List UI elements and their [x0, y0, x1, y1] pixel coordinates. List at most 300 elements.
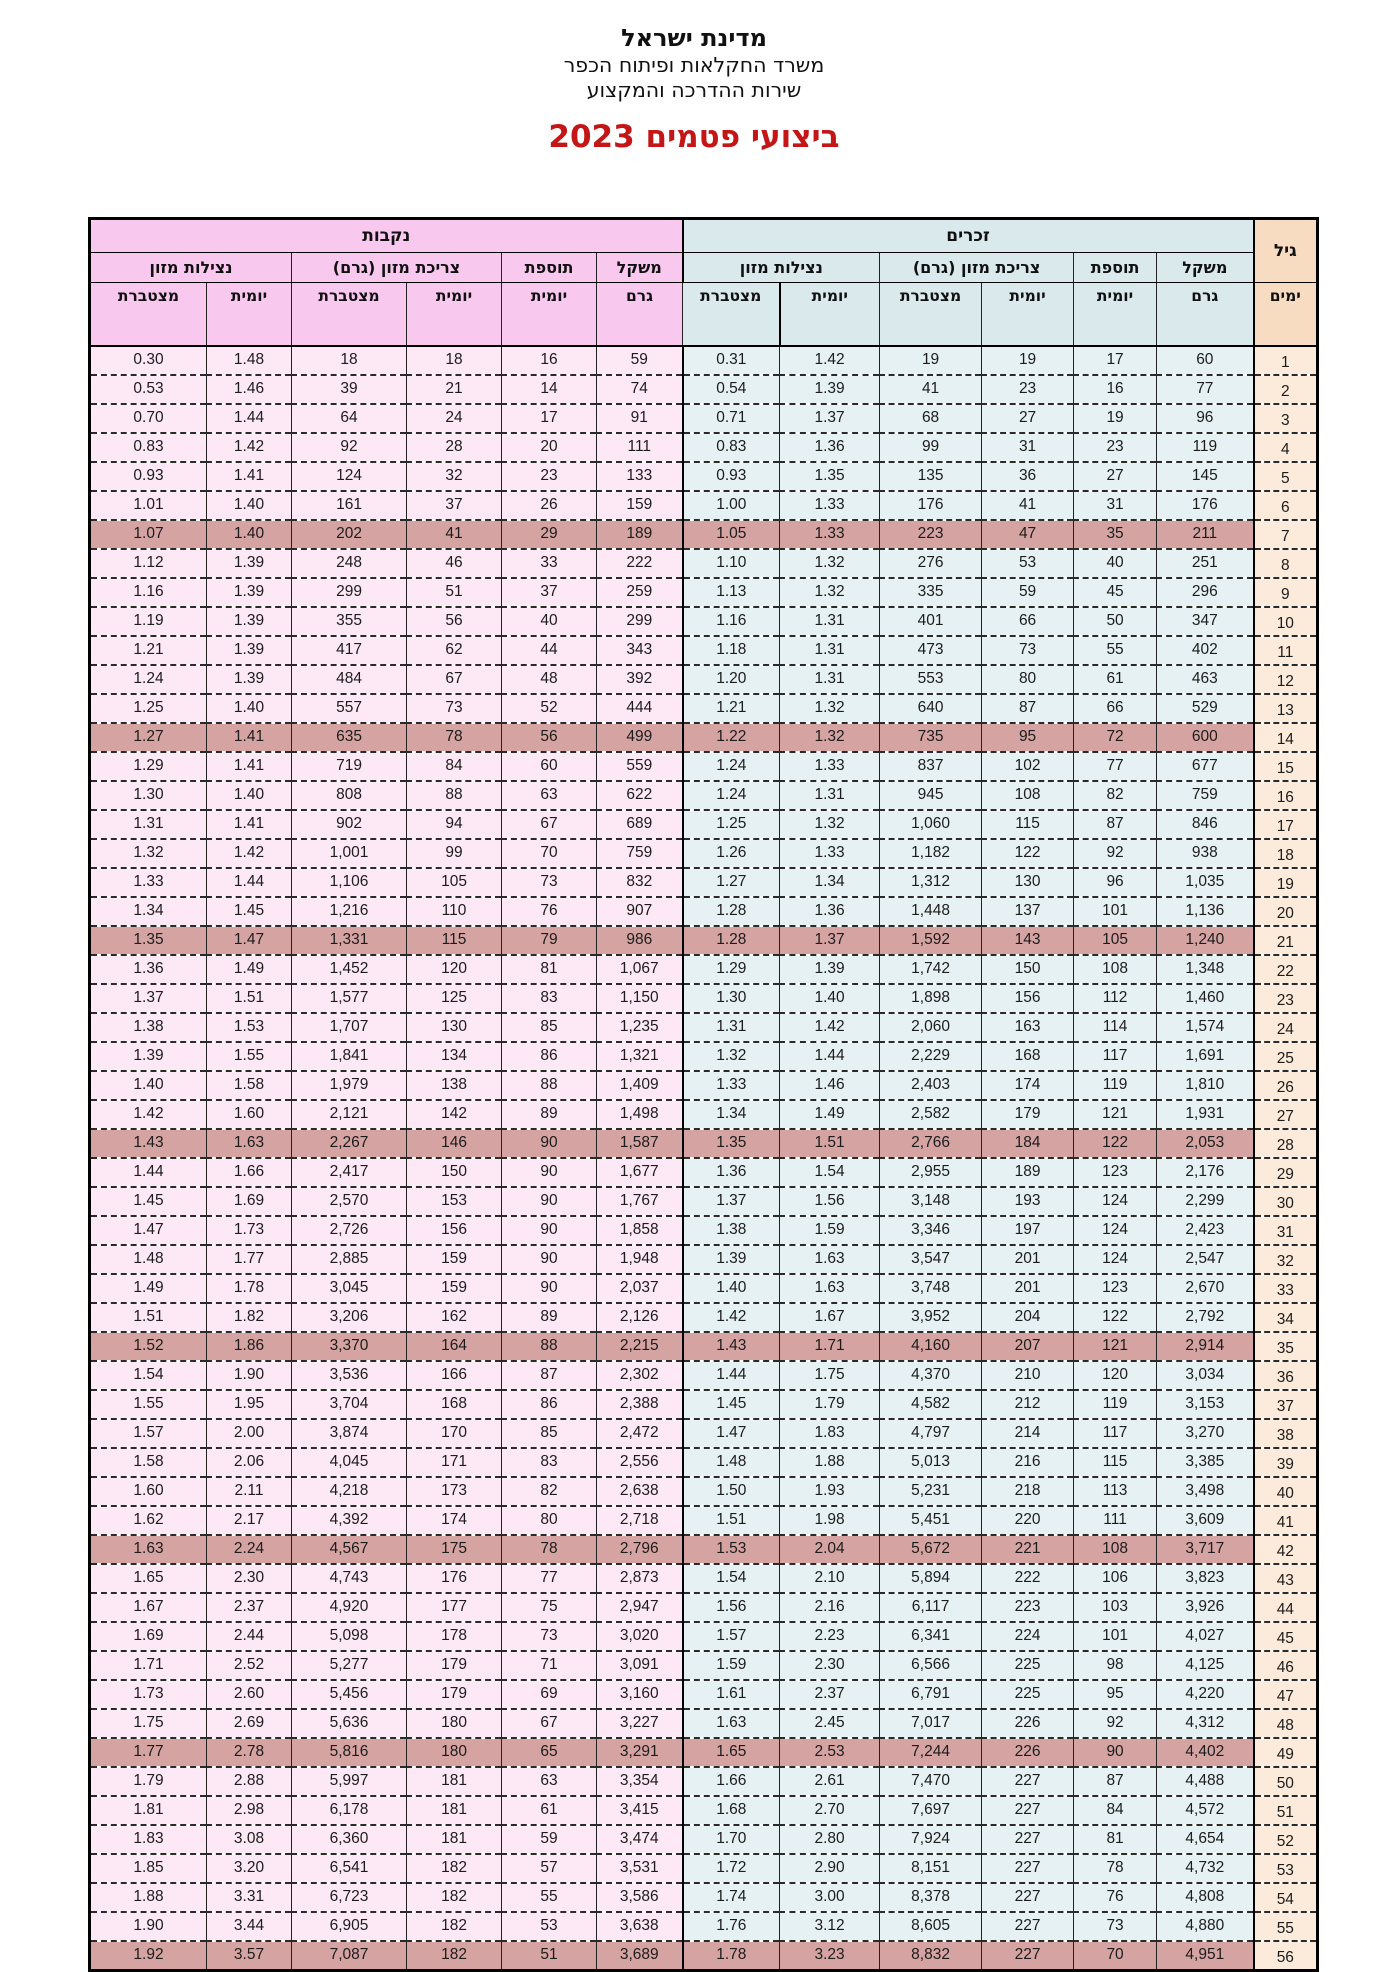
female-feed-cum-cell: 4,920 [292, 1593, 407, 1622]
female-fcr-daily-cell: 1.45 [207, 897, 292, 926]
female-gain-daily-cell: 83 [502, 1448, 597, 1477]
male-fcr-daily-cell: 1.56 [780, 1187, 880, 1216]
female-feed-daily-cell: 159 [407, 1245, 502, 1274]
male-fcr-daily-cell: 1.54 [780, 1158, 880, 1187]
age-cell: 12 [1254, 665, 1318, 694]
female-feed-daily-cell: 120 [407, 955, 502, 984]
female-feed-daily-cell: 41 [407, 520, 502, 549]
age-cell: 3 [1254, 404, 1318, 433]
female-feed-daily-cell: 24 [407, 404, 502, 433]
female-feed-daily-cell: 182 [407, 1912, 502, 1941]
female-fcr-cum-cell: 1.79 [90, 1767, 207, 1796]
female-feed-cum-cell: 18 [292, 346, 407, 375]
male-fcr-daily-cell: 1.39 [780, 955, 880, 984]
age-cell: 55 [1254, 1912, 1318, 1941]
female-fcr-cum-cell: 1.44 [90, 1158, 207, 1187]
male-fcr-cum-cell: 1.28 [683, 897, 780, 926]
male-fcr-cum-cell: 1.44 [683, 1361, 780, 1390]
female-feed-cum-cell: 6,178 [292, 1796, 407, 1825]
age-cell: 54 [1254, 1883, 1318, 1912]
male-feed-cum-cell: 99 [880, 433, 982, 462]
male-feed-daily-cell: 227 [982, 1825, 1074, 1854]
female-fcr-cum-cell: 1.33 [90, 868, 207, 897]
male-feed-daily-cell: 222 [982, 1564, 1074, 1593]
male-feed-daily-cell: 47 [982, 520, 1074, 549]
male-weight-cell: 2,547 [1157, 1245, 1254, 1274]
male-feed-daily-cell: 227 [982, 1767, 1074, 1796]
female-gain-daily-cell: 89 [502, 1303, 597, 1332]
male-weight-cell: 4,732 [1157, 1854, 1254, 1883]
female-weight-cell: 3,291 [597, 1738, 683, 1767]
male-fcr-cum-cell: 1.18 [683, 636, 780, 665]
male-fcr-cum-cell: 1.20 [683, 665, 780, 694]
female-weight-cell: 3,227 [597, 1709, 683, 1738]
age-cell: 38 [1254, 1419, 1318, 1448]
female-feed-label: צריכת מזון (גרם) [292, 252, 502, 282]
female-fcr-cum-cell: 1.60 [90, 1477, 207, 1506]
table-row-day-10 [90, 607, 1318, 636]
male-gain-daily-cell: 92 [1074, 839, 1157, 868]
male-feed-cum-cell: 3,952 [880, 1303, 982, 1332]
male-gain-daily-cell: 101 [1074, 897, 1157, 926]
male-fcr-daily-cell: 1.31 [780, 781, 880, 810]
male-fcr-cum-cell: 1.31 [683, 1013, 780, 1042]
male-fcr-cum-cell: 1.26 [683, 839, 780, 868]
female-weight-cell: 1,150 [597, 984, 683, 1013]
table-row-day-45 [90, 1622, 1318, 1651]
male-gain-daily-cell: 112 [1074, 984, 1157, 1013]
male-fcr-daily-cell: 1.37 [780, 404, 880, 433]
male-feed-daily-cell: 53 [982, 549, 1074, 578]
male-fcr-daily-cell: 1.31 [780, 636, 880, 665]
table-row-day-50 [90, 1767, 1318, 1796]
male-weight-cell: 3,153 [1157, 1390, 1254, 1419]
female-feed-cum-cell: 1,577 [292, 984, 407, 1013]
male-feed-daily-cell: 95 [982, 723, 1074, 752]
age-cell: 29 [1254, 1158, 1318, 1187]
male-weight-cell: 119 [1157, 433, 1254, 462]
male-gain-daily-cell: 111 [1074, 1506, 1157, 1535]
female-fcr-daily-cell: 2.17 [207, 1506, 292, 1535]
female-fcr-daily-cell: 1.41 [207, 462, 292, 491]
female-feed-cum-cell: 2,417 [292, 1158, 407, 1187]
male-weight-cell: 4,488 [1157, 1767, 1254, 1796]
male-weight-cell: 1,136 [1157, 897, 1254, 926]
female-fcr-daily-cell: 1.69 [207, 1187, 292, 1216]
female-gain-daily-cell: 61 [502, 1796, 597, 1825]
male-fcr-daily-cell: 2.90 [780, 1854, 880, 1883]
female-feed-daily-cell: 28 [407, 433, 502, 462]
male-feed-cum-cell: 1,592 [880, 926, 982, 955]
male-feed-cum-cell: 401 [880, 607, 982, 636]
female-weight-cell: 222 [597, 549, 683, 578]
female-fcr-daily-cell: 1.90 [207, 1361, 292, 1390]
age-cell: 50 [1254, 1767, 1318, 1796]
female-feed-cum-cell: 4,045 [292, 1448, 407, 1477]
female-fcr-daily-cell: 2.30 [207, 1564, 292, 1593]
male-gain-daily-cell: 27 [1074, 462, 1157, 491]
male-feed-cum-cell: 7,697 [880, 1796, 982, 1825]
female-fcr-daily-cell: 1.42 [207, 839, 292, 868]
male-fcr-daily-cell: 1.42 [780, 1013, 880, 1042]
male-feed-cum-cell: 8,151 [880, 1854, 982, 1883]
age-cell: 6 [1254, 491, 1318, 520]
male-fcr-daily-cell: 1.34 [780, 868, 880, 897]
female-feed-daily-cell: 166 [407, 1361, 502, 1390]
female-weight-cell: 3,689 [597, 1941, 683, 1971]
male-fcr-cum-cell: 0.54 [683, 375, 780, 404]
male-gain-daily-cell: 121 [1074, 1332, 1157, 1361]
male-fcr-daily-cell: 3.23 [780, 1941, 880, 1971]
female-fcr-cum-unit: מצטברת [90, 282, 207, 346]
female-weight-cell: 1,067 [597, 955, 683, 984]
female-gain-daily-cell: 75 [502, 1593, 597, 1622]
female-feed-daily-cell: 130 [407, 1013, 502, 1042]
age-cell: 8 [1254, 549, 1318, 578]
male-gain-daily-cell: 114 [1074, 1013, 1157, 1042]
male-fcr-daily-cell: 1.32 [780, 810, 880, 839]
female-gain-daily-cell: 56 [502, 723, 597, 752]
male-weight-cell: 1,810 [1157, 1071, 1254, 1100]
male-feed-daily-cell: 225 [982, 1651, 1074, 1680]
age-cell: 17 [1254, 810, 1318, 839]
age-cell: 45 [1254, 1622, 1318, 1651]
male-weight-cell: 2,423 [1157, 1216, 1254, 1245]
female-gain-daily-cell: 63 [502, 1767, 597, 1796]
female-gain-daily-cell: 26 [502, 491, 597, 520]
male-weight-cell: 846 [1157, 810, 1254, 839]
table-row-day-7 [90, 520, 1318, 549]
male-feed-cum-cell: 735 [880, 723, 982, 752]
age-cell: 23 [1254, 984, 1318, 1013]
female-fcr-cum-cell: 1.40 [90, 1071, 207, 1100]
female-gain-daily-cell: 87 [502, 1361, 597, 1390]
table-row-day-47 [90, 1680, 1318, 1709]
age-cell: 16 [1254, 781, 1318, 810]
table-row-day-22 [90, 955, 1318, 984]
female-feed-cum-cell: 4,392 [292, 1506, 407, 1535]
female-fcr-daily-cell: 1.95 [207, 1390, 292, 1419]
female-gain-daily-cell: 70 [502, 839, 597, 868]
org-service: שירות ההדרכה והמקצוע [586, 77, 802, 102]
male-feed-daily-cell: 204 [982, 1303, 1074, 1332]
female-feed-cum-cell: 5,997 [292, 1767, 407, 1796]
male-feed-daily-cell: 227 [982, 1912, 1074, 1941]
female-fcr-daily-cell: 2.52 [207, 1651, 292, 1680]
male-fcr-daily-cell: 1.37 [780, 926, 880, 955]
male-fcr-daily-cell: 2.37 [780, 1680, 880, 1709]
female-weight-cell: 1,498 [597, 1100, 683, 1129]
male-fcr-cum-cell: 1.40 [683, 1274, 780, 1303]
male-gain-daily-cell: 84 [1074, 1796, 1157, 1825]
female-fcr-cum-cell: 1.92 [90, 1941, 207, 1971]
female-weight-cell: 1,948 [597, 1245, 683, 1274]
table-row-day-2 [90, 375, 1318, 404]
female-fcr-cum-cell: 1.36 [90, 955, 207, 984]
male-gain-daily-cell: 87 [1074, 1767, 1157, 1796]
male-feed-cum-cell: 2,766 [880, 1129, 982, 1158]
female-feed-cum-cell: 6,723 [292, 1883, 407, 1912]
age-cell: 15 [1254, 752, 1318, 781]
female-fcr-daily-cell: 2.98 [207, 1796, 292, 1825]
female-fcr-cum-cell: 1.43 [90, 1129, 207, 1158]
female-fcr-cum-cell: 1.81 [90, 1796, 207, 1825]
age-cell: 2 [1254, 375, 1318, 404]
age-cell: 18 [1254, 839, 1318, 868]
male-weight-cell: 759 [1157, 781, 1254, 810]
male-weight-cell: 296 [1157, 578, 1254, 607]
male-feed-cum-cell: 1,182 [880, 839, 982, 868]
male-feed-cum-cell: 1,742 [880, 955, 982, 984]
male-feed-cum-cell: 7,244 [880, 1738, 982, 1767]
female-feed-cum-cell: 1,452 [292, 955, 407, 984]
male-fcr-cum-cell: 1.72 [683, 1854, 780, 1883]
table-row-day-4 [90, 433, 1318, 462]
age-cell: 44 [1254, 1593, 1318, 1622]
male-gain-daily-cell: 40 [1074, 549, 1157, 578]
female-feed-daily-cell: 67 [407, 665, 502, 694]
table-row-day-43 [90, 1564, 1318, 1593]
table-row-day-30 [90, 1187, 1318, 1216]
female-feed-cum-cell: 2,121 [292, 1100, 407, 1129]
male-gain-daily-cell: 122 [1074, 1303, 1157, 1332]
male-feed-daily-cell: 23 [982, 375, 1074, 404]
age-cell: 20 [1254, 897, 1318, 926]
table-row-day-49 [90, 1738, 1318, 1767]
female-fcr-cum-cell: 1.54 [90, 1361, 207, 1390]
male-feed-cum-cell: 4,582 [880, 1390, 982, 1419]
male-gain-daily-cell: 77 [1074, 752, 1157, 781]
table-row-day-18 [90, 839, 1318, 868]
male-fcr-cum-cell: 1.22 [683, 723, 780, 752]
female-feed-cum-cell: 417 [292, 636, 407, 665]
female-gain-daily-cell: 85 [502, 1013, 597, 1042]
male-feed-daily-cell: 227 [982, 1854, 1074, 1883]
table-row-day-36 [90, 1361, 1318, 1390]
male-feed-daily-cell: 137 [982, 897, 1074, 926]
male-gain-daily-cell: 122 [1074, 1129, 1157, 1158]
female-weight-cell: 159 [597, 491, 683, 520]
male-feed-cum-cell: 945 [880, 781, 982, 810]
female-gain-daily-cell: 14 [502, 375, 597, 404]
female-feed-cum-cell: 3,536 [292, 1361, 407, 1390]
male-fcr-cum-cell: 1.24 [683, 752, 780, 781]
male-fcr-cum-cell: 1.37 [683, 1187, 780, 1216]
female-feed-cum-cell: 2,885 [292, 1245, 407, 1274]
female-feed-daily-cell: 180 [407, 1738, 502, 1767]
male-weight-cell: 3,034 [1157, 1361, 1254, 1390]
female-feed-daily-cell: 142 [407, 1100, 502, 1129]
female-feed-daily-cell: 94 [407, 810, 502, 839]
female-weight-cell: 3,474 [597, 1825, 683, 1854]
female-fcr-daily-cell: 1.39 [207, 636, 292, 665]
male-fcr-daily-cell: 1.44 [780, 1042, 880, 1071]
male-gain-daily-cell: 55 [1074, 636, 1157, 665]
female-feed-cum-cell: 5,277 [292, 1651, 407, 1680]
table-row-day-6 [90, 491, 1318, 520]
female-weight-cell: 2,796 [597, 1535, 683, 1564]
male-weight-cell: 600 [1157, 723, 1254, 752]
female-gain-daily-cell: 88 [502, 1332, 597, 1361]
female-feed-cum-cell: 1,001 [292, 839, 407, 868]
male-gain-daily-cell: 120 [1074, 1361, 1157, 1390]
age-cell: 41 [1254, 1506, 1318, 1535]
age-cell: 5 [1254, 462, 1318, 491]
male-weight-cell: 251 [1157, 549, 1254, 578]
male-feed-daily-cell: 31 [982, 433, 1074, 462]
male-fcr-daily-cell: 1.31 [780, 607, 880, 636]
female-weight-cell: 2,215 [597, 1332, 683, 1361]
female-fcr-cum-cell: 1.52 [90, 1332, 207, 1361]
female-fcr-cum-cell: 1.83 [90, 1825, 207, 1854]
male-feed-daily-cell: 102 [982, 752, 1074, 781]
female-feed-cum-cell: 4,218 [292, 1477, 407, 1506]
female-feed-daily-cell: 182 [407, 1854, 502, 1883]
females-group-header: נקבות [90, 218, 683, 252]
male-fcr-daily-cell: 1.33 [780, 520, 880, 549]
age-cell: 1 [1254, 346, 1318, 375]
male-weight-cell: 1,035 [1157, 868, 1254, 897]
female-feed-daily-cell: 156 [407, 1216, 502, 1245]
female-weight-cell: 74 [597, 375, 683, 404]
male-weight-cell: 938 [1157, 839, 1254, 868]
male-gain-daily-cell: 31 [1074, 491, 1157, 520]
male-feed-daily-cell: 87 [982, 694, 1074, 723]
female-weight-cell: 3,531 [597, 1854, 683, 1883]
female-fcr-daily-cell: 2.37 [207, 1593, 292, 1622]
male-feed-cum-cell: 5,013 [880, 1448, 982, 1477]
female-gain-daily-cell: 55 [502, 1883, 597, 1912]
male-feed-cum-cell: 837 [880, 752, 982, 781]
male-gain-daily-cell: 103 [1074, 1593, 1157, 1622]
male-fcr-daily-cell: 1.39 [780, 375, 880, 404]
male-gain-daily-cell: 50 [1074, 607, 1157, 636]
female-weight-cell: 2,037 [597, 1274, 683, 1303]
male-gain-daily-cell: 95 [1074, 1680, 1157, 1709]
male-gain-daily-cell: 82 [1074, 781, 1157, 810]
male-feed-daily-cell: 197 [982, 1216, 1074, 1245]
broiler-performance-table [88, 217, 1319, 1972]
male-fcr-cum-cell: 1.53 [683, 1535, 780, 1564]
table-row-day-35 [90, 1332, 1318, 1361]
male-fcr-daily-cell: 1.33 [780, 491, 880, 520]
female-weight-label: משקל [597, 252, 683, 282]
female-fcr-daily-cell: 1.46 [207, 375, 292, 404]
male-fcr-daily-cell: 2.45 [780, 1709, 880, 1738]
female-weight-cell: 299 [597, 607, 683, 636]
female-fcr-daily-cell: 3.44 [207, 1912, 292, 1941]
male-weight-label: משקל [1157, 252, 1254, 282]
female-feed-cum-cell: 557 [292, 694, 407, 723]
female-feed-daily-cell: 56 [407, 607, 502, 636]
female-gain-daily-cell: 48 [502, 665, 597, 694]
female-gain-daily-cell: 81 [502, 955, 597, 984]
female-fcr-daily-cell: 3.08 [207, 1825, 292, 1854]
female-gain-daily-cell: 52 [502, 694, 597, 723]
female-feed-cum-cell: 902 [292, 810, 407, 839]
female-gain-daily-cell: 69 [502, 1680, 597, 1709]
male-fcr-cum-cell: 1.33 [683, 1071, 780, 1100]
male-feed-daily-cell: 193 [982, 1187, 1074, 1216]
female-fcr-cum-cell: 1.30 [90, 781, 207, 810]
female-fcr-cum-cell: 1.38 [90, 1013, 207, 1042]
female-fcr-daily-cell: 1.39 [207, 549, 292, 578]
female-weight-cell: 689 [597, 810, 683, 839]
female-weight-cell: 3,020 [597, 1622, 683, 1651]
male-fcr-cum-cell: 1.27 [683, 868, 780, 897]
female-feed-cum-cell: 719 [292, 752, 407, 781]
female-feed-cum-cell: 1,841 [292, 1042, 407, 1071]
male-feed-daily-cell: 174 [982, 1071, 1074, 1100]
male-fcr-daily-cell: 1.63 [780, 1245, 880, 1274]
table-row-day-46 [90, 1651, 1318, 1680]
male-weight-unit: גרם [1157, 282, 1254, 346]
female-weight-cell: 1,587 [597, 1129, 683, 1158]
female-gain-unit: יומית [502, 282, 597, 346]
female-gain-daily-cell: 16 [502, 346, 597, 375]
male-fcr-daily-cell: 1.93 [780, 1477, 880, 1506]
female-gain-daily-cell: 85 [502, 1419, 597, 1448]
female-weight-cell: 622 [597, 781, 683, 810]
female-feed-daily-cell: 134 [407, 1042, 502, 1071]
female-weight-cell: 2,388 [597, 1390, 683, 1419]
male-fcr-cum-cell: 1.16 [683, 607, 780, 636]
female-feed-cum-cell: 3,045 [292, 1274, 407, 1303]
male-fcr-cum-cell: 1.13 [683, 578, 780, 607]
age-group-header: גיל [1254, 218, 1318, 282]
female-gain-daily-cell: 90 [502, 1187, 597, 1216]
female-feed-daily-cell: 159 [407, 1274, 502, 1303]
male-feed-cum-cell: 19 [880, 346, 982, 375]
female-feed-cum-cell: 635 [292, 723, 407, 752]
male-fcr-daily-cell: 1.32 [780, 549, 880, 578]
male-feed-cum-cell: 68 [880, 404, 982, 433]
female-fcr-daily-cell: 1.40 [207, 491, 292, 520]
age-cell: 31 [1254, 1216, 1318, 1245]
female-fcr-daily-cell: 3.31 [207, 1883, 292, 1912]
female-fcr-cum-cell: 1.24 [90, 665, 207, 694]
age-cell: 37 [1254, 1390, 1318, 1419]
male-gain-daily-cell: 17 [1074, 346, 1157, 375]
male-feed-cum-cell: 3,547 [880, 1245, 982, 1274]
male-gain-unit: יומית [1074, 282, 1157, 346]
male-fcr-daily-cell: 1.42 [780, 346, 880, 375]
male-gain-daily-cell: 72 [1074, 723, 1157, 752]
male-fcr-cum-cell: 1.50 [683, 1477, 780, 1506]
female-fcr-daily-unit: יומית [207, 282, 292, 346]
male-weight-cell: 2,299 [1157, 1187, 1254, 1216]
male-fcr-cum-cell: 1.25 [683, 810, 780, 839]
female-fcr-daily-cell: 1.41 [207, 752, 292, 781]
female-fcr-daily-cell: 1.55 [207, 1042, 292, 1071]
age-cell: 22 [1254, 955, 1318, 984]
male-feed-daily-cell: 223 [982, 1593, 1074, 1622]
male-gain-daily-cell: 76 [1074, 1883, 1157, 1912]
male-fcr-cum-cell: 1.30 [683, 984, 780, 1013]
table-row-day-28 [90, 1129, 1318, 1158]
page-title: ביצועי פטמים 2023 [548, 118, 840, 155]
male-feed-cum-cell: 6,341 [880, 1622, 982, 1651]
male-feed-cum-cell: 2,060 [880, 1013, 982, 1042]
male-feed-daily-cell: 73 [982, 636, 1074, 665]
female-fcr-daily-cell: 1.40 [207, 781, 292, 810]
female-gain-daily-cell: 67 [502, 810, 597, 839]
male-feed-daily-cell: 207 [982, 1332, 1074, 1361]
male-gain-daily-cell: 98 [1074, 1651, 1157, 1680]
male-weight-cell: 96 [1157, 404, 1254, 433]
female-weight-cell: 986 [597, 926, 683, 955]
female-fcr-cum-cell: 1.07 [90, 520, 207, 549]
